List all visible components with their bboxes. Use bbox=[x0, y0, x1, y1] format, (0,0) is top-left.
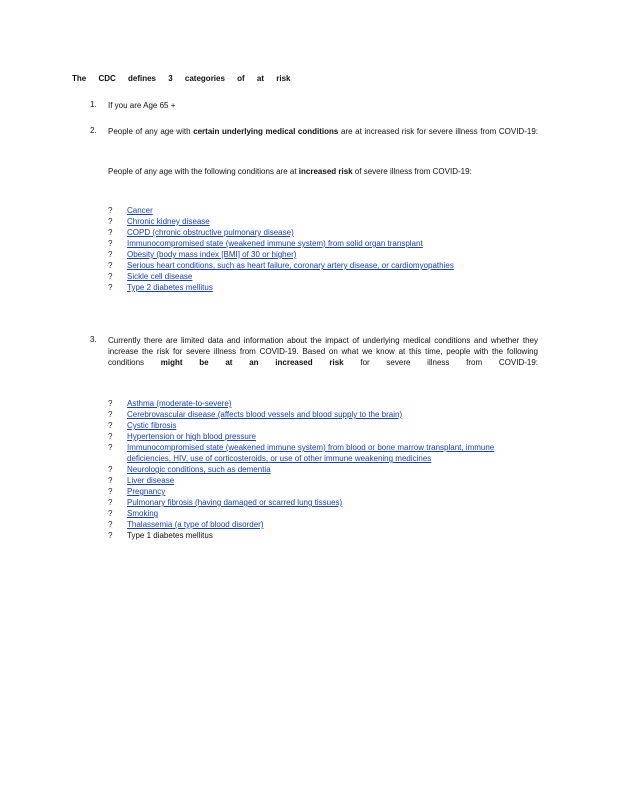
list-item bbox=[108, 420, 538, 431]
item-1-number: 1. bbox=[90, 100, 97, 109]
condition-link: Type 1 diabetes mellitus bbox=[127, 531, 213, 540]
bullet-icon: ? bbox=[108, 410, 113, 419]
bullet-icon: ? bbox=[108, 272, 113, 281]
list-item bbox=[108, 271, 538, 282]
item-2-number: 2. bbox=[90, 126, 97, 135]
item-3-number: 3. bbox=[90, 335, 97, 344]
list-item bbox=[108, 227, 538, 238]
item-3-text: Currently there are limited data and information about the impact of underlying medical conditions and whether they increase the risk for severe illness from COVID-19. Based on what we know at this time, people with the following conditions might be at an increased risk for severe illness from COVID-19: bbox=[108, 336, 538, 367]
item-2-subtext: People of any age with the following conditions are at increased risk of severe illness from COVID-19: bbox=[108, 167, 472, 176]
condition-link[interactable]: Hypertension or high blood pressure bbox=[127, 432, 256, 441]
item-1-text: If you are Age 65 + bbox=[108, 101, 176, 110]
condition-link[interactable]: Type 2 diabetes mellitus bbox=[127, 283, 213, 292]
bullet-icon: ? bbox=[108, 432, 113, 441]
bullet-icon: ? bbox=[108, 509, 113, 518]
item-2-intro: People of any age with certain underlying medical conditions are at increased risk for severe illness from COVID-19: bbox=[108, 127, 538, 136]
bullet-icon: ? bbox=[108, 399, 113, 408]
list-item bbox=[108, 431, 538, 442]
list-item bbox=[108, 519, 538, 530]
list-item bbox=[108, 464, 538, 475]
bullet-icon: ? bbox=[108, 283, 113, 292]
list-item bbox=[108, 508, 538, 519]
list-item bbox=[108, 497, 538, 508]
page-title: The CDC defines 3 categories of at risk bbox=[72, 74, 291, 83]
condition-link[interactable]: Immunocompromised state (weakened immune system) from blood or bone marrow transplant, immune deficiencies, HIV, use of corticosteroids, or use of other immune weakening medicines bbox=[127, 443, 495, 463]
condition-link[interactable]: Neurologic conditions, such as dementia bbox=[127, 465, 271, 474]
bullet-icon: ? bbox=[108, 520, 113, 529]
list-item bbox=[108, 216, 538, 227]
list-item bbox=[108, 205, 538, 216]
condition-link[interactable]: Cerebrovascular disease (affects blood vessels and blood supply to the brain) bbox=[127, 410, 403, 419]
list-item bbox=[108, 530, 538, 541]
bullet-icon: ? bbox=[108, 217, 113, 226]
condition-link[interactable]: Thalassemia (a type of blood disorder) bbox=[127, 520, 264, 529]
bullet-icon: ? bbox=[108, 465, 113, 474]
condition-link[interactable]: Pulmonary fibrosis (having damaged or scarred lung tissues) bbox=[127, 498, 343, 507]
bullet-icon: ? bbox=[108, 498, 113, 507]
list-item bbox=[108, 475, 538, 486]
bullet-icon: ? bbox=[108, 487, 113, 496]
condition-link[interactable]: Chronic kidney disease bbox=[127, 217, 210, 226]
list-item bbox=[108, 442, 538, 464]
bullet-icon: ? bbox=[108, 250, 113, 259]
condition-link[interactable]: Immunocompromised state (weakened immune system) from solid organ transplant bbox=[127, 239, 423, 248]
condition-link[interactable]: Liver disease bbox=[127, 476, 175, 485]
list-item bbox=[108, 486, 538, 497]
condition-link[interactable]: Smoking bbox=[127, 509, 159, 518]
list-item bbox=[108, 249, 538, 260]
condition-link[interactable]: Cystic fibrosis bbox=[127, 421, 177, 430]
list-item bbox=[108, 398, 538, 409]
condition-link[interactable]: Asthma (moderate-to-severe) bbox=[127, 399, 232, 408]
condition-link[interactable]: Sickle cell disease bbox=[127, 272, 193, 281]
condition-link[interactable]: Serious heart conditions, such as heart failure, coronary artery disease, or cardiomyopathies bbox=[127, 261, 454, 270]
list-item bbox=[108, 260, 538, 271]
bullet-icon: ? bbox=[108, 261, 113, 270]
bullet-icon: ? bbox=[108, 476, 113, 485]
condition-link[interactable]: Obesity (body mass index [BMI] of 30 or higher) bbox=[127, 250, 297, 259]
condition-link[interactable]: Pregnancy bbox=[127, 487, 166, 496]
high-risk-conditions-list bbox=[108, 205, 538, 293]
bullet-icon: ? bbox=[108, 531, 113, 540]
bullet-icon: ? bbox=[108, 421, 113, 430]
condition-link[interactable]: Cancer bbox=[127, 206, 153, 215]
list-item bbox=[108, 282, 538, 293]
list-item bbox=[108, 409, 538, 420]
bullet-icon: ? bbox=[108, 228, 113, 237]
list-item bbox=[108, 238, 538, 249]
bullet-icon: ? bbox=[108, 206, 113, 215]
bullet-icon: ? bbox=[108, 443, 113, 452]
possible-risk-conditions-list bbox=[108, 398, 538, 541]
bullet-icon: ? bbox=[108, 239, 113, 248]
condition-link[interactable]: COPD (chronic obstructive pulmonary disease) bbox=[127, 228, 294, 237]
